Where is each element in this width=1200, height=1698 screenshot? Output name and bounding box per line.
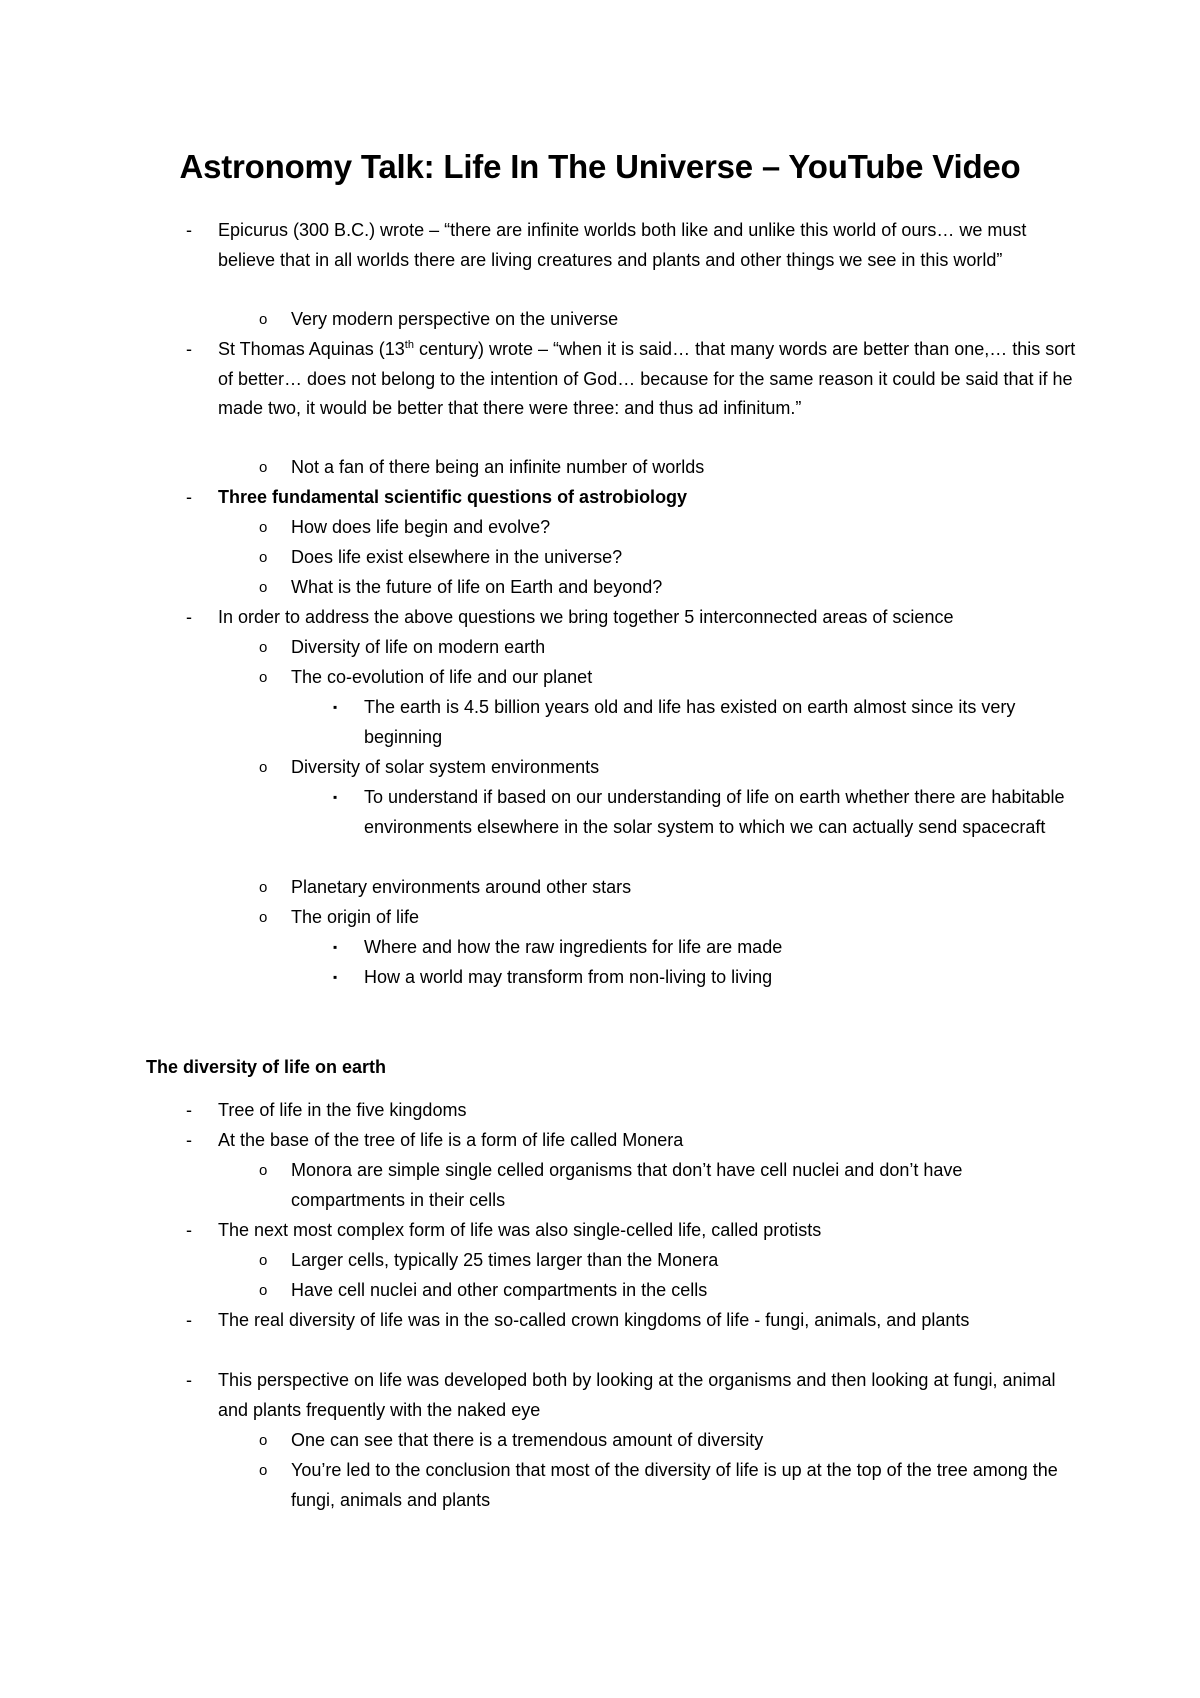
list-item-text: Epicurus (300 B.C.) wrote – “there are infinite worlds both like and unlike this world of ours… we must believe that in all worlds there are living creatures and plants and other things we see in this world” bbox=[218, 220, 1027, 270]
list-item-text: St Thomas Aquinas (13th century) wrote – “when it is said… that many words are better than one,… this sort of better… does not belong to the intention of God… because for the same reason it could be said that if he made two, it would be better that there were three: and thus ad infinitum.” bbox=[218, 339, 1076, 418]
list-item-text: This perspective on life was developed both by looking at the organisms and then looking at fungi, animal and plants frequently with the naked eye bbox=[218, 1370, 1056, 1420]
list-item-text: Where and how the raw ingredients for life are made bbox=[364, 937, 783, 957]
list-item-text: Diversity of solar system environments bbox=[291, 757, 600, 777]
list-item-text: Tree of life in the five kingdoms bbox=[218, 1100, 467, 1120]
list-item-text: Three fundamental scientific questions of astrobiology bbox=[218, 487, 688, 507]
list-item-text: How a world may transform from non-living to living bbox=[364, 967, 773, 987]
list-item-text: Larger cells, typically 25 times larger than the Monera bbox=[291, 1250, 719, 1270]
bullet-marker: o bbox=[259, 1432, 268, 1449]
list-item-text: Monora are simple single celled organisms that don’t have cell nuclei and don’t have compartments in their cells bbox=[291, 1160, 963, 1210]
list-item-text: At the base of the tree of life is a form of life called Monera bbox=[218, 1130, 684, 1150]
bullet-marker: ▪ bbox=[333, 700, 338, 714]
list-item-text: Diversity of life on modern earth bbox=[291, 637, 546, 657]
bullet-marker: o bbox=[259, 879, 268, 896]
bullet-marker: - bbox=[186, 487, 192, 507]
bullet-marker: o bbox=[259, 909, 268, 926]
bullet-marker: o bbox=[259, 579, 268, 596]
bullet-marker: o bbox=[259, 759, 268, 776]
bullet-marker: o bbox=[259, 311, 268, 328]
bullet-marker: - bbox=[186, 607, 192, 627]
list-item-text: In order to address the above questions we bring together 5 interconnected areas of science bbox=[218, 607, 954, 627]
list-item-text: The real diversity of life was in the so-called crown kingdoms of life - fungi, animals, and plants bbox=[218, 1310, 970, 1330]
list-item-text: Have cell nuclei and other compartments in the cells bbox=[291, 1280, 708, 1300]
bullet-marker: o bbox=[259, 1252, 268, 1269]
list-item-text: Does life exist elsewhere in the universe? bbox=[291, 547, 623, 567]
bullet-marker: ▪ bbox=[333, 940, 338, 954]
list-item-text: What is the future of life on Earth and beyond? bbox=[291, 577, 663, 597]
list-item-text: You’re led to the conclusion that most of the diversity of life is up at the top of the tree among the fungi, animals and plants bbox=[291, 1460, 1058, 1510]
list-item-text: The origin of life bbox=[291, 907, 420, 927]
bullet-marker: o bbox=[259, 1282, 268, 1299]
list-item-text: Very modern perspective on the universe bbox=[291, 309, 619, 329]
document-title: Astronomy Talk: Life In The Universe – YouTube Video bbox=[179, 148, 1021, 185]
bullet-marker: o bbox=[259, 519, 268, 536]
bullet-marker: - bbox=[186, 1130, 192, 1150]
bullet-marker: - bbox=[186, 220, 192, 240]
list-item-text: The earth is 4.5 billion years old and life has existed on earth almost since its very beginning bbox=[364, 697, 1016, 747]
list-item-text: One can see that there is a tremendous amount of diversity bbox=[291, 1430, 764, 1450]
list-item-text: The co-evolution of life and our planet bbox=[291, 667, 593, 687]
bullet-marker: - bbox=[186, 1100, 192, 1120]
bullet-marker: o bbox=[259, 549, 268, 566]
bullet-marker: o bbox=[259, 669, 268, 686]
list-item-text: How does life begin and evolve? bbox=[291, 517, 551, 537]
list-item-text: To understand if based on our understanding of life on earth whether there are habitable environments elsewhere in the solar system to which we can actually send spacecraft bbox=[364, 787, 1065, 837]
bullet-marker: o bbox=[259, 459, 268, 476]
list-item-text: Planetary environments around other stars bbox=[291, 877, 632, 897]
bullet-marker: - bbox=[186, 1310, 192, 1330]
bullet-marker: o bbox=[259, 639, 268, 656]
bullet-marker: ▪ bbox=[333, 790, 338, 804]
superscript: th bbox=[404, 339, 414, 351]
bullet-marker: o bbox=[259, 1162, 268, 1179]
list-item-text: The next most complex form of life was also single-celled life, called protists bbox=[218, 1220, 822, 1240]
bullet-marker: ▪ bbox=[333, 970, 338, 984]
bullet-marker: - bbox=[186, 339, 192, 359]
section-heading-diversity: The diversity of life on earth bbox=[146, 1057, 387, 1077]
bullet-marker: - bbox=[186, 1370, 192, 1390]
bullet-marker: - bbox=[186, 1220, 192, 1240]
bullet-marker: o bbox=[259, 1462, 268, 1479]
list-item-text: Not a fan of there being an infinite number of worlds bbox=[291, 457, 705, 477]
